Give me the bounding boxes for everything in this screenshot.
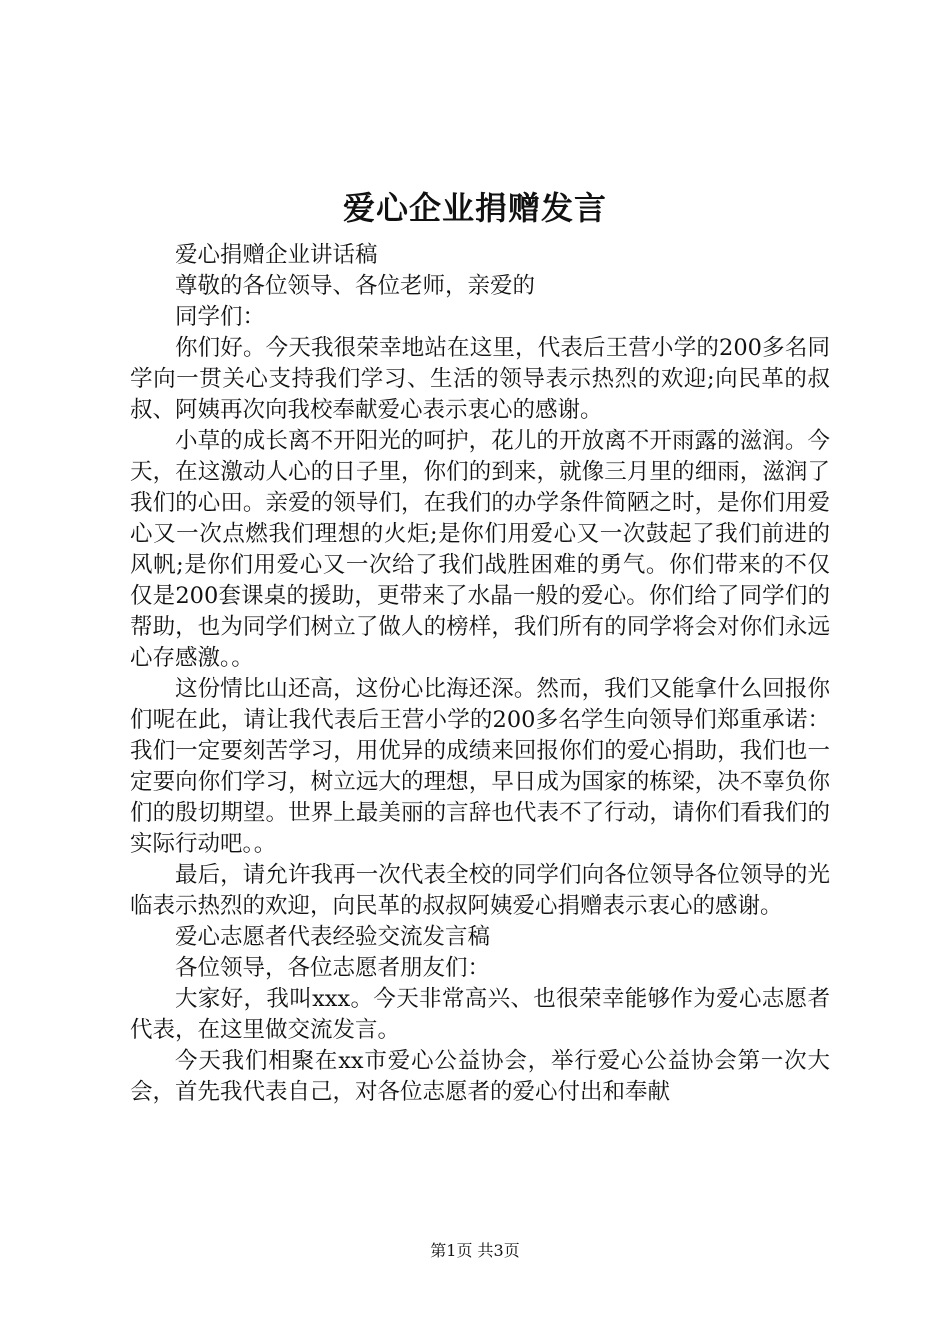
paragraph-volunteer-body: 今天我们相聚在xx市爱心公益协会，举行爱心公益协会第一次大会，首先我代表自己，对各位志愿者的爱心付出和奉献 [130, 1048, 830, 1105]
document-body [130, 240, 830, 1108]
document-title: 爱心企业捐赠发言 [342, 189, 607, 227]
paragraph-volunteer-intro: 大家好，我叫xxx。今天非常高兴、也很荣幸能够作为爱心志愿者代表，在这里做交流发言。 [130, 986, 830, 1043]
paragraph-gratitude: 小草的成长离不开阳光的呵护，花儿的开放离不开雨露的滋润。今天，在这激动人心的日子里，你们的到来，就像三月里的细雨，滋润了我们的心田。亲爱的领导们，在我们的办学条件简陋之时，是你们用爱心又一次点燃我们理想的火炬;是你们用爱心又一次鼓起了我们前进的风帆;是你们用爱心又一次给了我们战胜困难的勇气。你们带来的不仅仅是200套课桌的援助，更带来了水晶一般的爱心。你们给了同学们的帮助，也为同学们树立了做人的榜样，我们所有的同学将会对你们永远心存感激。。 [130, 428, 830, 671]
paragraph-heading-speech: 爱心捐赠企业讲话稿 [175, 242, 378, 268]
paragraph-salutation-cont: 同学们： [175, 304, 266, 330]
paragraph-heading-volunteer: 爱心志愿者代表经验交流发言稿 [175, 924, 491, 950]
paragraph-salutation: 尊敬的各位领导、各位老师，亲爱的 [175, 273, 536, 299]
paragraph-greeting: 你们好。今天我很荣幸地站在这里，代表后王营小学的200多名同学向一贯关心支持我们学习、生活的领导表示热烈的欢迎;向民革的叔叔、阿姨再次向我校奉献爱心表示衷心的感谢。 [130, 335, 830, 423]
paragraph-promise: 这份情比山还高，这份心比海还深。然而，我们又能拿什么回报你们呢在此，请让我代表后王营小学的200多名学生向领导们郑重承诺：我们一定要刻苦学习，用优异的成绩来回报你们的爱心捐助，我们也一定要向你们学习，树立远大的理想，早日成为国家的栋梁，决不辜负你们的殷切期望。世界上最美丽的言辞也代表不了行动，请你们看我们的实际行动吧。。 [130, 676, 830, 857]
paragraph-closing: 最后，请允许我再一次代表全校的同学们向各位领导各位领导的光临表示热烈的欢迎，向民革的叔叔阿姨爱心捐赠表示衷心的感谢。 [130, 862, 830, 919]
paragraph-volunteer-salutation: 各位领导，各位志愿者朋友们： [175, 955, 491, 981]
page-footer: 第1页 共3页 [430, 1241, 520, 1260]
